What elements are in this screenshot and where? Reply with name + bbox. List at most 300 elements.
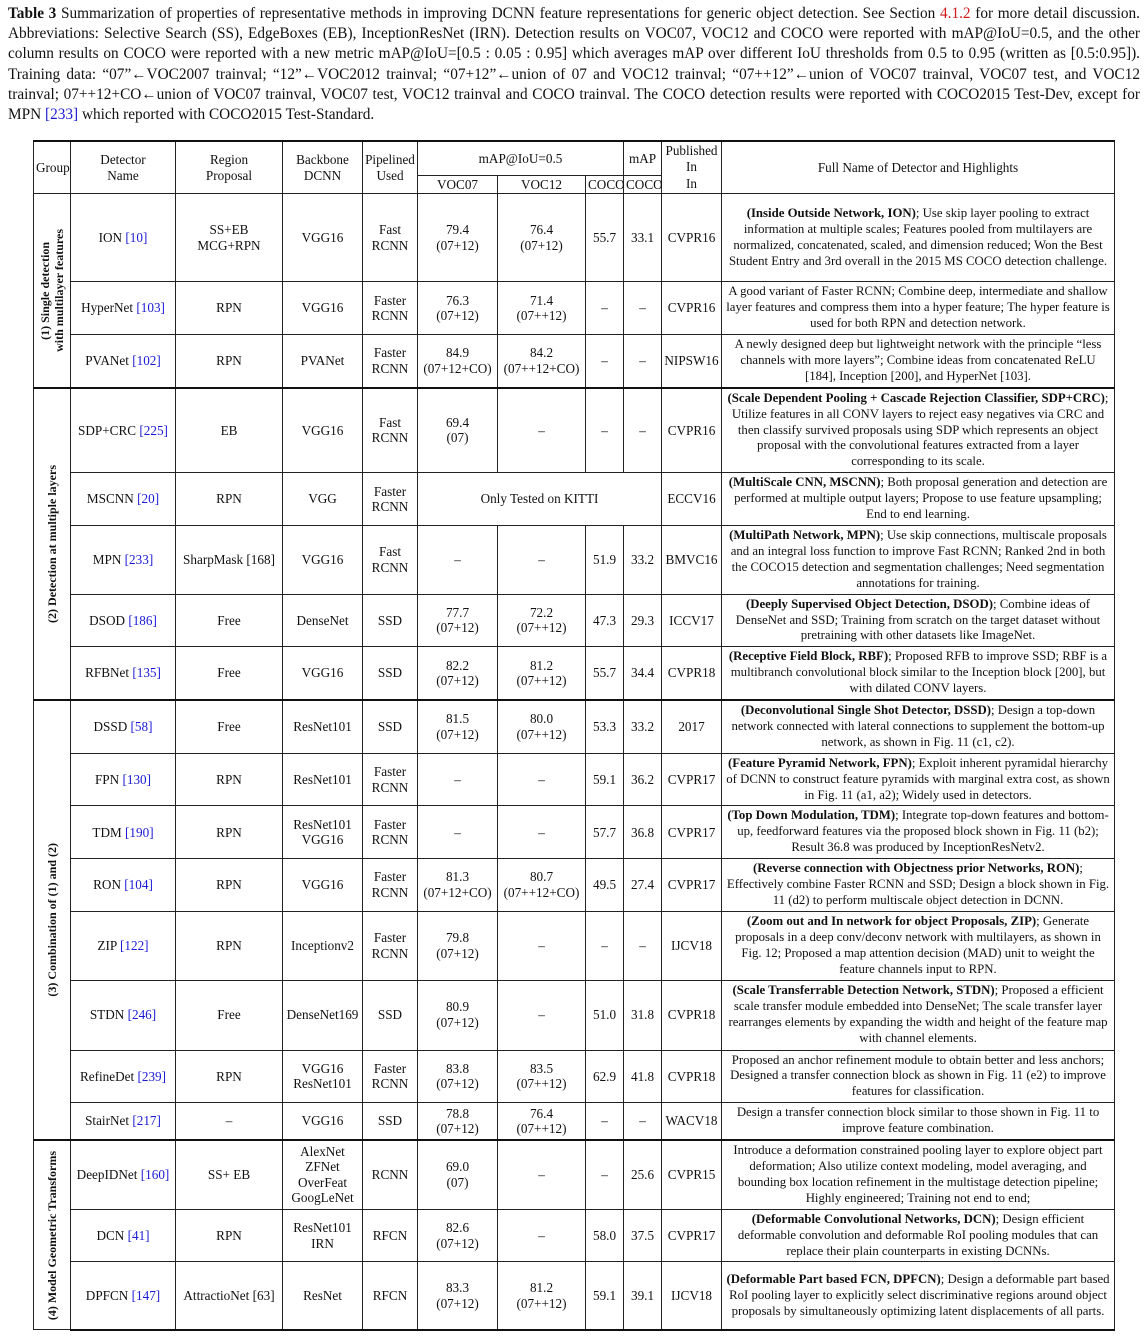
highlight-title: (Deconvolutional Single Shot Detector, DSSD) [740, 703, 992, 718]
detector-name [71, 473, 176, 526]
coco-result: 53.3 [586, 700, 624, 753]
header-map05: mAP@IoU=0.5 [418, 141, 624, 175]
backbone: ResNet [283, 1262, 363, 1330]
voc07-result: 78.8 (07+12) [418, 1103, 498, 1140]
highlights [722, 753, 1115, 806]
highlight-text: ; Generate proposals in a deep conv/deconv network with multilayers, as shown in Fig. 12; Proposed a map attention decision (MAD) unit to weight the feature channels input to RPN. [735, 913, 1101, 976]
voc12-result: 76.4 (07++12) [498, 1103, 586, 1140]
coco-map-result: 37.5 [624, 1209, 662, 1262]
published-venue: CVPR15 [662, 1140, 722, 1209]
header-voc12: VOC12 [498, 175, 586, 194]
pipeline: Faster RCNN [363, 806, 418, 859]
coco-result: – [586, 911, 624, 980]
pipeline: Faster RCNN [363, 753, 418, 806]
coco-result: – [586, 1103, 624, 1140]
highlight-title: (Deformable Part based FCN, DPFCN) [726, 1271, 941, 1286]
detector-label: DeepIDNet [76, 1167, 141, 1183]
highlights [722, 194, 1115, 282]
coco-map-result: – [624, 335, 662, 388]
group-label: (3) Combination of (1) and (2) [45, 843, 59, 997]
backbone: ResNet101 VGG16 [283, 806, 363, 859]
detector-name [71, 1050, 176, 1103]
published-venue: ICCV17 [662, 594, 722, 647]
detector-name [71, 388, 176, 473]
voc07-result: 69.4 (07) [418, 388, 498, 473]
coco-map-result: 36.8 [624, 806, 662, 859]
backbone: VGG16 [283, 859, 363, 912]
backbone: VGG16 ResNet101 [283, 1050, 363, 1103]
detector-name [71, 194, 176, 282]
highlights [722, 1262, 1115, 1330]
detector-name [71, 335, 176, 388]
coco-result: 51.0 [586, 980, 624, 1050]
table-row [34, 1103, 1115, 1140]
voc12-result: – [498, 1140, 586, 1209]
citation-link[interactable]: [246] [127, 1007, 157, 1023]
highlights [722, 335, 1115, 388]
highlight-title: (Scale Dependent Pooling + Cascade Rejection Classifier, SDP+CRC) [727, 390, 1105, 405]
pipeline: Fast RCNN [363, 525, 418, 594]
voc12-result: – [498, 753, 586, 806]
highlight-title: (Top Down Modulation, TDM) [727, 808, 896, 823]
voc12-result: – [498, 911, 586, 980]
published-venue: CVPR16 [662, 282, 722, 335]
coco-result: 62.9 [586, 1050, 624, 1103]
citation-link[interactable]: [190] [125, 824, 154, 840]
table-label: Table 3 [8, 5, 57, 22]
detector-label: DPFCN [85, 1287, 132, 1303]
detector-label: ZIP [97, 937, 120, 953]
coco-result: 51.9 [586, 525, 624, 594]
backbone: VGG [283, 473, 363, 526]
voc07-result: 83.8 (07+12) [418, 1050, 498, 1103]
highlights [722, 1209, 1115, 1262]
coco-map-result: 25.6 [624, 1140, 662, 1209]
coco-map-result: 34.4 [624, 647, 662, 700]
detector-label: RFBNet [85, 665, 133, 681]
table-row [34, 647, 1115, 700]
backbone: ResNet101 [283, 700, 363, 753]
published-venue: 2017 [662, 700, 722, 753]
detector-name [71, 282, 176, 335]
caption-text-c: which reported with COCO2015 Test-Standard. [78, 106, 375, 124]
detector-label: DSSD [93, 719, 131, 735]
highlight-text: ; Effectively combine Faster RCNN and SSD; Design a block shown in Fig. 11 (d2) to perform multiscale object detection in DCNN. [726, 861, 1110, 907]
table-row [34, 911, 1115, 980]
header-map: mAP [624, 141, 662, 175]
detector-label: SDP+CRC [78, 422, 140, 438]
voc07-result: 83.3 (07+12) [418, 1262, 498, 1330]
coco-map-result: 36.2 [624, 753, 662, 806]
header-backbone: Backbone DCNN [283, 141, 363, 194]
backbone: VGG16 [283, 194, 363, 282]
published-venue: CVPR18 [662, 647, 722, 700]
published-venue: CVPR17 [662, 806, 722, 859]
coco-result: – [586, 282, 624, 335]
detector-name [71, 980, 176, 1050]
citation-link[interactable]: [186] [128, 612, 157, 628]
detector-label: MPN [92, 551, 125, 567]
region-proposal: RPN [176, 282, 283, 335]
highlights [722, 806, 1115, 859]
coco-map-result: 41.8 [624, 1050, 662, 1103]
backbone: ResNet101 IRN [283, 1209, 363, 1262]
span-note: Only Tested on KITTI [418, 473, 662, 526]
detector-name [71, 1140, 176, 1209]
header-in: In [662, 175, 722, 194]
voc12-result: – [498, 806, 586, 859]
pipeline: SSD [363, 700, 418, 753]
highlight-text: A good variant of Faster RCNN; Combine deep, intermediate and shallow layer features and compress them into a hyper feature; The hyper feature is used for both RPN and detection network. [726, 284, 1110, 331]
voc07-result: 84.9 (07+12+CO) [418, 335, 498, 388]
coco-result: 55.7 [586, 194, 624, 282]
detector-label: DCN [96, 1227, 128, 1243]
coco-map-result: 33.2 [624, 525, 662, 594]
pipeline: Faster RCNN [363, 859, 418, 912]
detector-name [71, 647, 176, 700]
backbone: PVANet [283, 335, 363, 388]
voc07-result: 76.3 (07+12) [418, 282, 498, 335]
coco-result: 59.1 [586, 1262, 624, 1330]
detector-name [71, 753, 176, 806]
pipeline: SSD [363, 647, 418, 700]
coco-map-result: – [624, 1103, 662, 1140]
citation-link[interactable]: [135] [132, 665, 161, 681]
highlights [722, 911, 1115, 980]
voc12-result: – [498, 1209, 586, 1262]
pipeline: SSD [363, 980, 418, 1050]
table-row [34, 594, 1115, 647]
pipeline: SSD [363, 594, 418, 647]
backbone: DenseNet [283, 594, 363, 647]
citation-link[interactable]: [160] [140, 1167, 170, 1183]
citation-link[interactable]: [41] [127, 1227, 150, 1243]
detector-name [71, 525, 176, 594]
highlight-text: ; Exploit inherent pyramidal hierarchy of DCNN to construct feature pyramids with marginal extra cost, as shown in Fig. 11 (a1, a2); Widely used in detectors. [726, 755, 1110, 802]
header-published: Published In [662, 141, 722, 175]
voc12-result: 71.4 (07++12) [498, 282, 586, 335]
voc07-result: 69.0 (07) [418, 1140, 498, 1209]
highlight-title: (Receptive Field Block, RBF) [728, 649, 889, 664]
citation-link[interactable]: [130] [122, 771, 152, 787]
coco-map-result: 39.1 [624, 1262, 662, 1330]
region-proposal: Free [176, 594, 283, 647]
highlights [722, 388, 1115, 473]
highlights [722, 282, 1115, 335]
backbone: DenseNet169 [283, 980, 363, 1050]
highlight-text: ; Utilize features in all CONV layers to reject easy negatives via CRC and then classify survived proposals using SDP which represents an object proposal with the convolutional features extracted from a layer corresponding to its scale. [731, 390, 1109, 469]
pipeline: Faster RCNN [363, 335, 418, 388]
citation-link[interactable]: [10] [125, 229, 148, 245]
coco-map-result: – [624, 282, 662, 335]
published-venue: CVPR18 [662, 1050, 722, 1103]
detector-label: DSOD [89, 612, 129, 628]
citation-link[interactable]: [102] [132, 353, 161, 369]
voc12-result: – [498, 388, 586, 473]
detector-name [71, 1103, 176, 1140]
published-venue: CVPR16 [662, 388, 722, 473]
published-venue: CVPR17 [662, 1209, 722, 1262]
region-proposal: Free [176, 980, 283, 1050]
voc12-result: 76.4 (07+12) [498, 194, 586, 282]
coco-result: 57.7 [586, 806, 624, 859]
highlight-text: ; Use skip connections, multiscale proposals and an integral loss function to improve Fast RCNN; Ranked 2nd in both the COCO15 detection and segmentation challenges; Need segmentation annotations for training. [730, 527, 1107, 590]
published-venue: BMVC16 [662, 525, 722, 594]
coco-map-result: 27.4 [624, 859, 662, 912]
published-venue: WACV18 [662, 1103, 722, 1140]
backbone: VGG16 [283, 388, 363, 473]
header-coco: COCO [586, 175, 624, 194]
region-proposal: RPN [176, 1209, 283, 1262]
header-group: Group [34, 141, 71, 194]
voc07-result: 81.5 (07+12) [418, 700, 498, 753]
voc07-result: 79.8 (07+12) [418, 911, 498, 980]
coco-result: 49.5 [586, 859, 624, 912]
region-proposal: SharpMask [168] [176, 525, 283, 594]
header-fullname: Full Name of Detector and Highlights [722, 141, 1115, 194]
coco-map-result: – [624, 911, 662, 980]
voc07-result: 81.3 (07+12+CO) [418, 859, 498, 912]
table-row [34, 700, 1115, 753]
table-row [34, 1209, 1115, 1262]
published-venue: CVPR18 [662, 980, 722, 1050]
header-pipelined: Pipelined Used [363, 141, 418, 194]
region-proposal: RPN [176, 1050, 283, 1103]
group-label: (1) Single detection with multilayer features [38, 229, 66, 352]
voc07-result: – [418, 525, 498, 594]
voc12-result: – [498, 525, 586, 594]
region-proposal: SS+EB MCG+RPN [176, 194, 283, 282]
highlights [722, 473, 1115, 526]
group-label: (4) Model Geometric Transforms [45, 1150, 59, 1320]
backbone: ResNet101 [283, 753, 363, 806]
detector-label: ION [98, 229, 126, 245]
coco-result: 59.1 [586, 753, 624, 806]
group-cell [34, 1140, 71, 1330]
citation-link[interactable]: [239] [137, 1068, 167, 1084]
table-row [34, 525, 1115, 594]
citation-link[interactable]: [122] [120, 937, 149, 953]
citation-link[interactable]: [103] [136, 300, 165, 316]
coco-map-result: 29.3 [624, 594, 662, 647]
highlights [722, 980, 1115, 1050]
voc12-result: 81.2 (07++12) [498, 1262, 586, 1330]
region-proposal: RPN [176, 859, 283, 912]
coco-map-result: 33.2 [624, 700, 662, 753]
citation-link[interactable]: [104] [124, 877, 153, 893]
pipeline: RFCN [363, 1262, 418, 1330]
coco-result: 58.0 [586, 1209, 624, 1262]
voc12-result: 72.2 (07++12) [498, 594, 586, 647]
highlight-text: ; Use skip layer pooling to extract information at multiple scales; Features pooled from multilayers are normalized, concatenated, scaled, and dimension reduced; Won the Best Student Entry and 3rd overall in the 2015 MS COCO detection challenge. [728, 205, 1108, 268]
coco-result: – [586, 1140, 624, 1209]
caption-text-a: Summarization of properties of representative methods in improving DCNN feature representations for generic object detection. See Section [56, 5, 940, 22]
citation-link[interactable]: [225] [139, 422, 168, 438]
highlight-title: (Scale Transferrable Detection Network, STDN) [732, 983, 995, 998]
region-proposal: AttractioNet [63] [176, 1262, 283, 1330]
section-link[interactable]: 4.1.2 [939, 5, 971, 22]
highlight-text: ; Integrate top-down features and bottom-up, feedforward features via the proposed block shown in Fig. 11 (b2); Result 36.8 was produced by InceptionResNetv2. [737, 808, 1109, 855]
highlight-text: ; Proposed RFB to improve SSD; RBF is a multibranch convolutional block similar to the Inception block [200], but with dilated CONV layers. [730, 649, 1108, 696]
highlight-title: (MultiPath Network, MPN) [729, 527, 881, 542]
table-row [34, 806, 1115, 859]
region-proposal: EB [176, 388, 283, 473]
detector-label: RefineDet [79, 1068, 138, 1084]
backbone: AlexNet ZFNet OverFeat GoogLeNet [283, 1140, 363, 1209]
highlight-title: (Reverse connection with Objectness prior Networks, RON) [753, 861, 1080, 876]
voc07-result: 79.4 (07+12) [418, 194, 498, 282]
pipeline: Faster RCNN [363, 282, 418, 335]
published-venue: CVPR16 [662, 194, 722, 282]
detector-label: TDM [92, 824, 126, 840]
voc07-result: 80.9 (07+12) [418, 980, 498, 1050]
highlight-text: ; Both proposal generation and detection are performed at multiple output layers; Propose to use feature upsampling; End to end learning. [734, 475, 1108, 522]
highlight-text: ; Design a top-down network connected with lateral connections to supplement the bottom-up network, as shown in Fig. 11 (c1, c2). [731, 703, 1105, 749]
region-proposal: RPN [176, 911, 283, 980]
pipeline: Faster RCNN [363, 473, 418, 526]
table-row [34, 388, 1115, 473]
group-label: (2) Detection at multiple layers [45, 464, 59, 623]
highlight-title: (Deformable Convolutional Networks, DCN) [751, 1211, 996, 1226]
voc07-result: 82.6 (07+12) [418, 1209, 498, 1262]
detector-name [71, 806, 176, 859]
detector-label: StairNet [85, 1113, 133, 1129]
region-proposal: Free [176, 647, 283, 700]
backbone: VGG16 [283, 282, 363, 335]
region-proposal: RPN [176, 806, 283, 859]
published-venue: CVPR17 [662, 859, 722, 912]
highlights [722, 859, 1115, 912]
pipeline: RCNN [363, 1140, 418, 1209]
highlight-text: Design a transfer connection block similar to those shown in Fig. 11 to improve feature combination. [736, 1105, 1100, 1136]
table-row [34, 1050, 1115, 1103]
pipeline: Faster RCNN [363, 911, 418, 980]
highlight-text: ; Combine ideas of DenseNet and SSD; Training from scratch on the target dataset without pretraining with other datasets like ImageNet. [735, 596, 1101, 643]
detector-name [71, 700, 176, 753]
region-proposal: Free [176, 700, 283, 753]
table-caption [8, 4, 1140, 125]
highlight-text: Introduce a deformation constrained pooling layer to explore object part deformation; Also utilize context modeling, model averaging, and bounding box location refinement in the multistage detection pipeline; Highly engineered; Training not end to end; [733, 1143, 1103, 1205]
table-row [34, 335, 1115, 388]
detector-label: HyperNet [81, 300, 137, 316]
voc07-result: 82.2 (07+12) [418, 647, 498, 700]
table-row [34, 194, 1115, 282]
detector-label: MSCNN [86, 491, 138, 507]
header-voc07: VOC07 [418, 175, 498, 194]
detector-name [71, 594, 176, 647]
pipeline: Faster RCNN [363, 1050, 418, 1103]
citation-link[interactable]: [233] [124, 551, 154, 567]
detector-name [71, 1209, 176, 1262]
region-proposal: – [176, 1103, 283, 1140]
voc07-result: – [418, 753, 498, 806]
detector-label: FPN [94, 771, 123, 787]
pipeline: Fast RCNN [363, 388, 418, 473]
group-cell [34, 388, 71, 700]
methods-table [33, 140, 1115, 1331]
region-proposal: RPN [176, 473, 283, 526]
highlight-text: Proposed an anchor refinement module to obtain better and less anchors; Designed a transfer connection block as shown in Fig. 11 (e2) to improve features for classification. [730, 1052, 1106, 1099]
voc12-result: 81.2 (07++12) [498, 647, 586, 700]
citation-link[interactable]: [147] [131, 1287, 161, 1303]
published-venue: IJCV18 [662, 1262, 722, 1330]
detector-name [71, 911, 176, 980]
highlights [722, 700, 1115, 753]
highlights [722, 647, 1115, 700]
backbone: Inceptionv2 [283, 911, 363, 980]
citation-link[interactable]: [58] [130, 719, 153, 735]
published-venue: ECCV16 [662, 473, 722, 526]
highlights [722, 1103, 1115, 1140]
highlight-title: (MultiScale CNN, MSCNN) [728, 475, 881, 490]
coco-map-result: 31.8 [624, 980, 662, 1050]
detector-label: RON [93, 877, 125, 893]
coco-result: 47.3 [586, 594, 624, 647]
voc12-result: 83.5 (07++12) [498, 1050, 586, 1103]
table-row [34, 473, 1115, 526]
highlights [722, 1140, 1115, 1209]
highlights [722, 594, 1115, 647]
detector-label: STDN [89, 1007, 128, 1023]
group-cell [34, 700, 71, 1140]
detector-name [71, 859, 176, 912]
coco-result: 55.7 [586, 647, 624, 700]
table-row [34, 753, 1115, 806]
voc12-result: 80.7 (07++12+CO) [498, 859, 586, 912]
coco-map-result: – [624, 388, 662, 473]
table-row [34, 980, 1115, 1050]
pipeline: RFCN [363, 1209, 418, 1262]
header-detector: Detector Name [71, 141, 176, 194]
highlight-title: (Zoom out and In network for object Proposals, ZIP) [746, 913, 1037, 928]
backbone: VGG16 [283, 525, 363, 594]
mpn-citation-link[interactable]: [233] [44, 106, 79, 124]
region-proposal: RPN [176, 335, 283, 388]
coco-map-result: 33.1 [624, 194, 662, 282]
highlight-title: (Inside Outside Network, ION) [746, 205, 916, 220]
published-venue: CVPR17 [662, 753, 722, 806]
citation-link[interactable]: [20] [137, 491, 160, 507]
highlight-title: (Deeply Supervised Object Detection, DSOD) [745, 596, 993, 611]
pipeline: Fast RCNN [363, 194, 418, 282]
voc12-result: 80.0 (07++12) [498, 700, 586, 753]
highlight-text: A newly designed deep but lightweight network with the principle “less channels with more layers”; Combine ideas from concatenated ReLU [184], Inception [200], and HyperNet [103]. [734, 337, 1102, 383]
group-cell [34, 194, 71, 388]
coco-result: – [586, 335, 624, 388]
highlight-text: ; Design a deformable part based RoI pooling layer to explicitly select discriminative regions around object proposals by simultaneously optimizing latent displacements of all parts. [729, 1271, 1110, 1318]
region-proposal: SS+ EB [176, 1140, 283, 1209]
table-row [34, 859, 1115, 912]
voc07-result: 77.7 (07+12) [418, 594, 498, 647]
region-proposal: RPN [176, 753, 283, 806]
published-venue: NIPSW16 [662, 335, 722, 388]
header-coco-map: COCO [624, 175, 662, 194]
published-venue: IJCV18 [662, 911, 722, 980]
highlight-title: (Feature Pyramid Network, FPN) [728, 755, 912, 770]
voc12-result: 84.2 (07++12+CO) [498, 335, 586, 388]
table-row [34, 282, 1115, 335]
backbone: VGG16 [283, 647, 363, 700]
voc12-result: – [498, 980, 586, 1050]
detector-label: PVANet [85, 353, 133, 369]
backbone: VGG16 [283, 1103, 363, 1140]
highlight-text: ; Proposed a efficient scale transfer module embedded into DenseNet; The scale transfer layer rearranges elements by expanding the width and height of the feature map with channel elements. [728, 983, 1108, 1045]
highlights [722, 1050, 1115, 1103]
detector-name [71, 1262, 176, 1330]
table-row [34, 1262, 1115, 1330]
highlights [722, 525, 1115, 594]
citation-link[interactable]: [217] [132, 1113, 161, 1129]
